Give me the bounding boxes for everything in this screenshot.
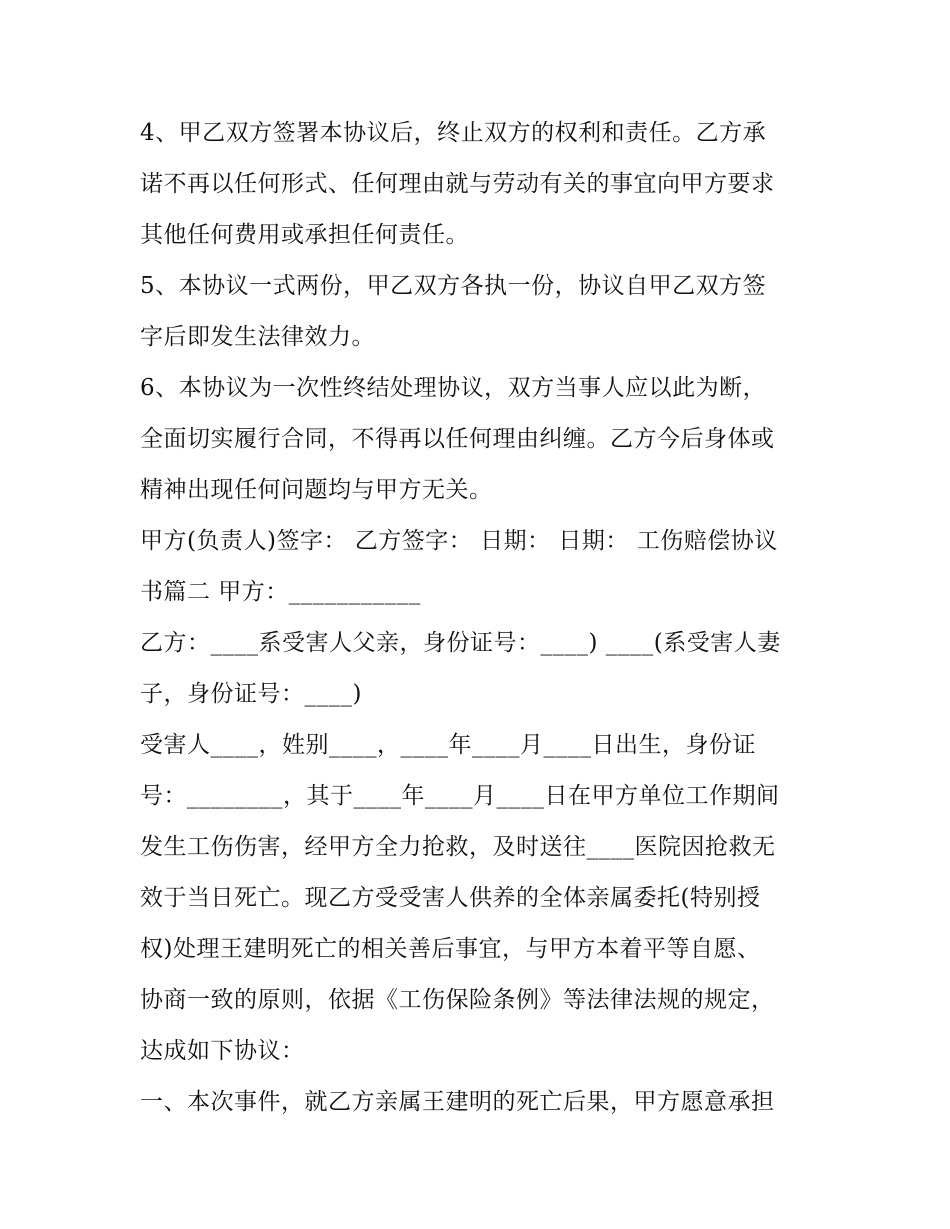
section-heading-line: 书篇二 甲方：___________ bbox=[140, 579, 421, 605]
text-line: 效于当日死亡。现乙方受受害人供养的全体亲属委托(特别授 bbox=[140, 885, 761, 911]
text-line: 6、本协议为一次性终结处理协议，双方当事人应以此为断， bbox=[140, 375, 767, 401]
text-line: 子，身份证号：____) bbox=[140, 681, 362, 707]
agreement-text bbox=[140, 108, 840, 1128]
text-line: 权)处理王建明死亡的相关善后事宜，与甲方本着平等自愿、 bbox=[140, 936, 761, 962]
text-line: 诺不再以任何形式、任何理由就与劳动有关的事宜向甲方要求 bbox=[140, 171, 775, 197]
text-line: 5、本协议一式两份，甲乙双方各执一份，协议自甲乙双方签 bbox=[140, 273, 767, 299]
text-line: 其他任何费用或承担任何责任。 bbox=[140, 222, 469, 248]
text-line: 精神出现任何问题均与甲方无关。 bbox=[140, 477, 493, 503]
text-line: 号：________，其于____年____月____日在甲方单位工作期间 bbox=[140, 783, 780, 809]
text-line: 受害人____，姓别____，____年____月____日出生，身份证 bbox=[140, 732, 756, 758]
text-line: 一、本次事件，就乙方亲属王建明的死亡后果，甲方愿意承担 bbox=[140, 1089, 775, 1115]
signature-line: 甲方(负责人)签字： 乙方签字： 日期： 日期： 工伤赔偿协议 bbox=[140, 528, 778, 554]
text-line: 达成如下协议： bbox=[140, 1038, 305, 1064]
text-line: 乙方：____系受害人父亲，身份证号：____) ____(系受害人妻 bbox=[140, 630, 781, 656]
text-line: 4、甲乙双方签署本协议后，终止双方的权利和责任。乙方承 bbox=[140, 120, 767, 146]
text-line: 全面切实履行合同，不得再以任何理由纠缠。乙方今后身体或 bbox=[140, 426, 775, 452]
text-line: 发生工伤伤害，经甲方全力抢救，及时送往____医院因抢救无 bbox=[140, 834, 776, 860]
text-line: 协商一致的原则，依据《工伤保险条例》等法律法规的规定， bbox=[140, 987, 775, 1013]
text-line: 字后即发生法律效力。 bbox=[140, 324, 375, 350]
